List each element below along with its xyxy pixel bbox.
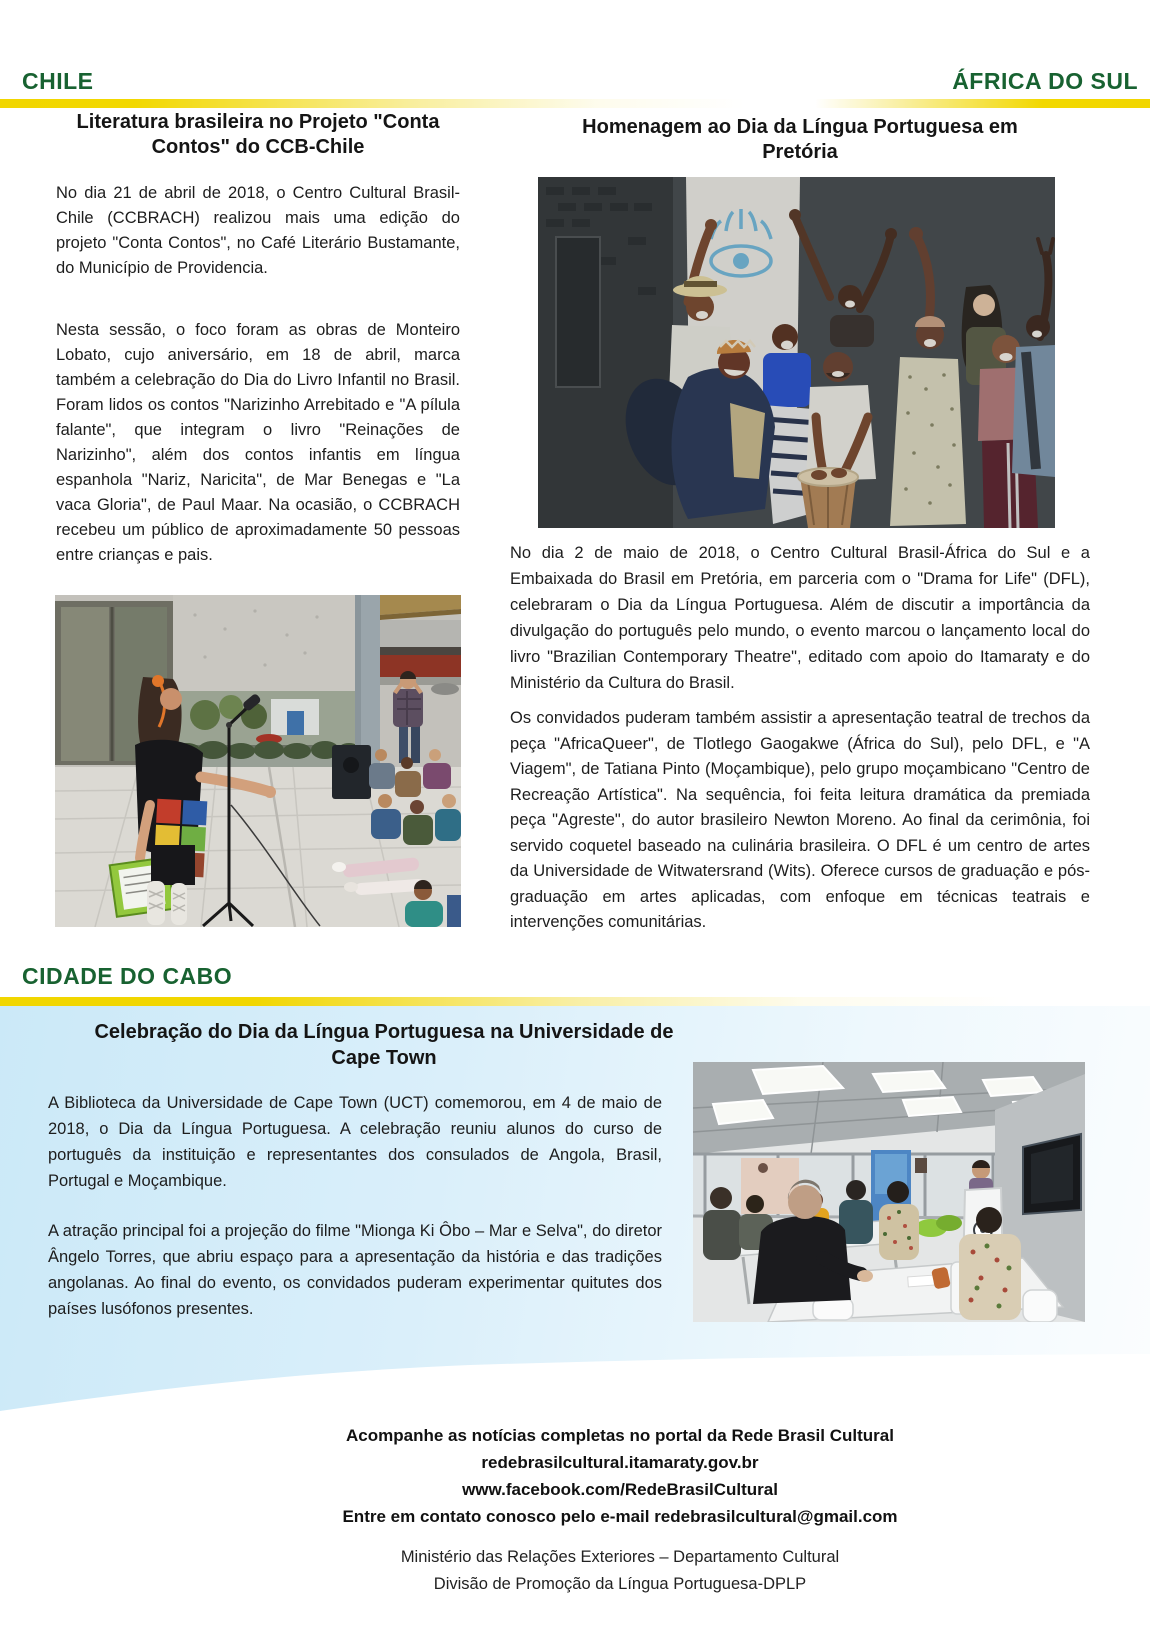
africa-article-paragraph-2: Os convidados puderam também assistir a apresentação teatral de trechos da peça "AfricaQueer", de Tlotlego Gaogakwe (África do Sul), pelo DFL, e "A Viagem", de Tatiana Pinto (Moçambique), pelo grupo moçambicano "Centro de Recreação Artística". Na sequência, foi feita leitura dramática da premiada peça "Agreste", do autor brasileiro Newton Moreno. Ao final da cerimônia, foi servido coquetel baseado na culinária brasileira. O DFL é um centro de artes da Universidade de Witwatersrand (Wits). Oferece cursos de graduação e pós-graduação em artes aplicadas, com enfoque em técnicas teatrais e intervenções comunitárias. [510, 709, 1090, 931]
chile-article-paragraph-2: Nesta sessão, o foco foram as obras de Monteiro Lobato, cujo aniversário, em 18 de abril, marca também a celebração do Dia do Livro Infantil no Brasil. Foram lidos os contos "Narizinho Arrebitado e "A pílula falante", que integram o livro "Reinações de Narizinho", além dos contos infantis em língua espanhola "Nariz, Naricita", de Mar Benegas e "La vaca Gloria", de Paul Maar. Na ocasião, o CCBRACH recebeu um público de aproximadamente 50 pessoas entre crianças e pais. [56, 321, 460, 564]
section-header-chile: CHILE [22, 68, 94, 94]
storytelling-photo-illustration [55, 595, 461, 927]
section-header-cidade-do-cabo: CIDADE DO CABO [22, 963, 233, 989]
section-header-africa-do-sul: ÁFRICA DO SUL [952, 68, 1138, 94]
chile-article-title: Literatura brasileira no Projeto "Conta Contos" do CCB-Chile [76, 111, 440, 158]
chile-article-photo [55, 595, 461, 927]
footer [90, 1422, 1150, 1598]
divider-under-africa-do-sul [815, 99, 1150, 108]
footer-ministry-block [90, 1544, 1150, 1598]
seminar-room-photo-illustration [693, 1062, 1085, 1322]
footer-line-portal-url: redebrasilcultural.itamaraty.gov.br [481, 1453, 759, 1472]
capetown-article-title: Celebração do Dia da Língua Portuguesa na Universidade de Cape Town [94, 1021, 674, 1069]
footer-line-facebook-url: www.facebook.com/RedeBrasilCultural [462, 1480, 778, 1499]
divider-under-cidade-do-cabo [0, 997, 1150, 1006]
capetown-article-paragraph-1: A Biblioteca da Universidade de Cape Town (UCT) comemorou, em 4 de maio de 2018, o Dia da Língua Portuguesa. A celebração reuniu alunos do curso de português da instituição e representantes dos consulados de Angola, Brasil, Portugal e Moçambique. [48, 1094, 662, 1190]
footer-line-portal: Acompanhe as notícias completas no portal da Rede Brasil Cultural [346, 1426, 894, 1445]
capetown-article-photo [693, 1062, 1085, 1322]
chile-article-paragraph-1: No dia 21 de abril de 2018, o Centro Cultural Brasil-Chile (CCBRACH) realizou mais uma edição do projeto "Conta Contos", no Café Literário Bustamante, do Município de Providencia. [56, 184, 460, 277]
capetown-article-paragraph-2: A atração principal foi a projeção do filme "Mionga Ki Ôbo – Mar e Selva", do diretor Ângelo Torres, que abriu espaço para a apresentação da história e das tradições angolanas. Ao final do evento, os convidados puderam experimentar quitutes dos países lusófonos presentes. [48, 1222, 662, 1318]
africa-article-paragraph-1: No dia 2 de maio de 2018, o Centro Cultural Brasil-África do Sul e a Embaixada do Brasil em Pretória, em parceria com o "Drama for Life" (DFL), celebraram o Dia da Língua Portuguesa. Além de discutir a importância da divulgação do português pelo mundo, o evento marcou o lançamento local do livro "Brazilian Contemporary Theatre", editado com apoio do Itamaraty e do Ministério da Cultura do Brasil. [510, 544, 1090, 692]
pretoria-group-photo-illustration [538, 177, 1055, 528]
footer-line-division: Divisão de Promoção da Língua Portuguesa-DPLP [433, 1575, 807, 1593]
footer-line-contact-email: Entre em contato conosco pelo e-mail redebrasilcultural@gmail.com [342, 1507, 898, 1526]
footer-line-ministry: Ministério das Relações Exteriores – Departamento Cultural [400, 1548, 840, 1566]
africa-article-title: Homenagem ao Dia da Língua Portuguesa em Pretória [582, 116, 1018, 163]
divider-under-chile [0, 99, 745, 108]
africa-article-photo [538, 177, 1055, 528]
